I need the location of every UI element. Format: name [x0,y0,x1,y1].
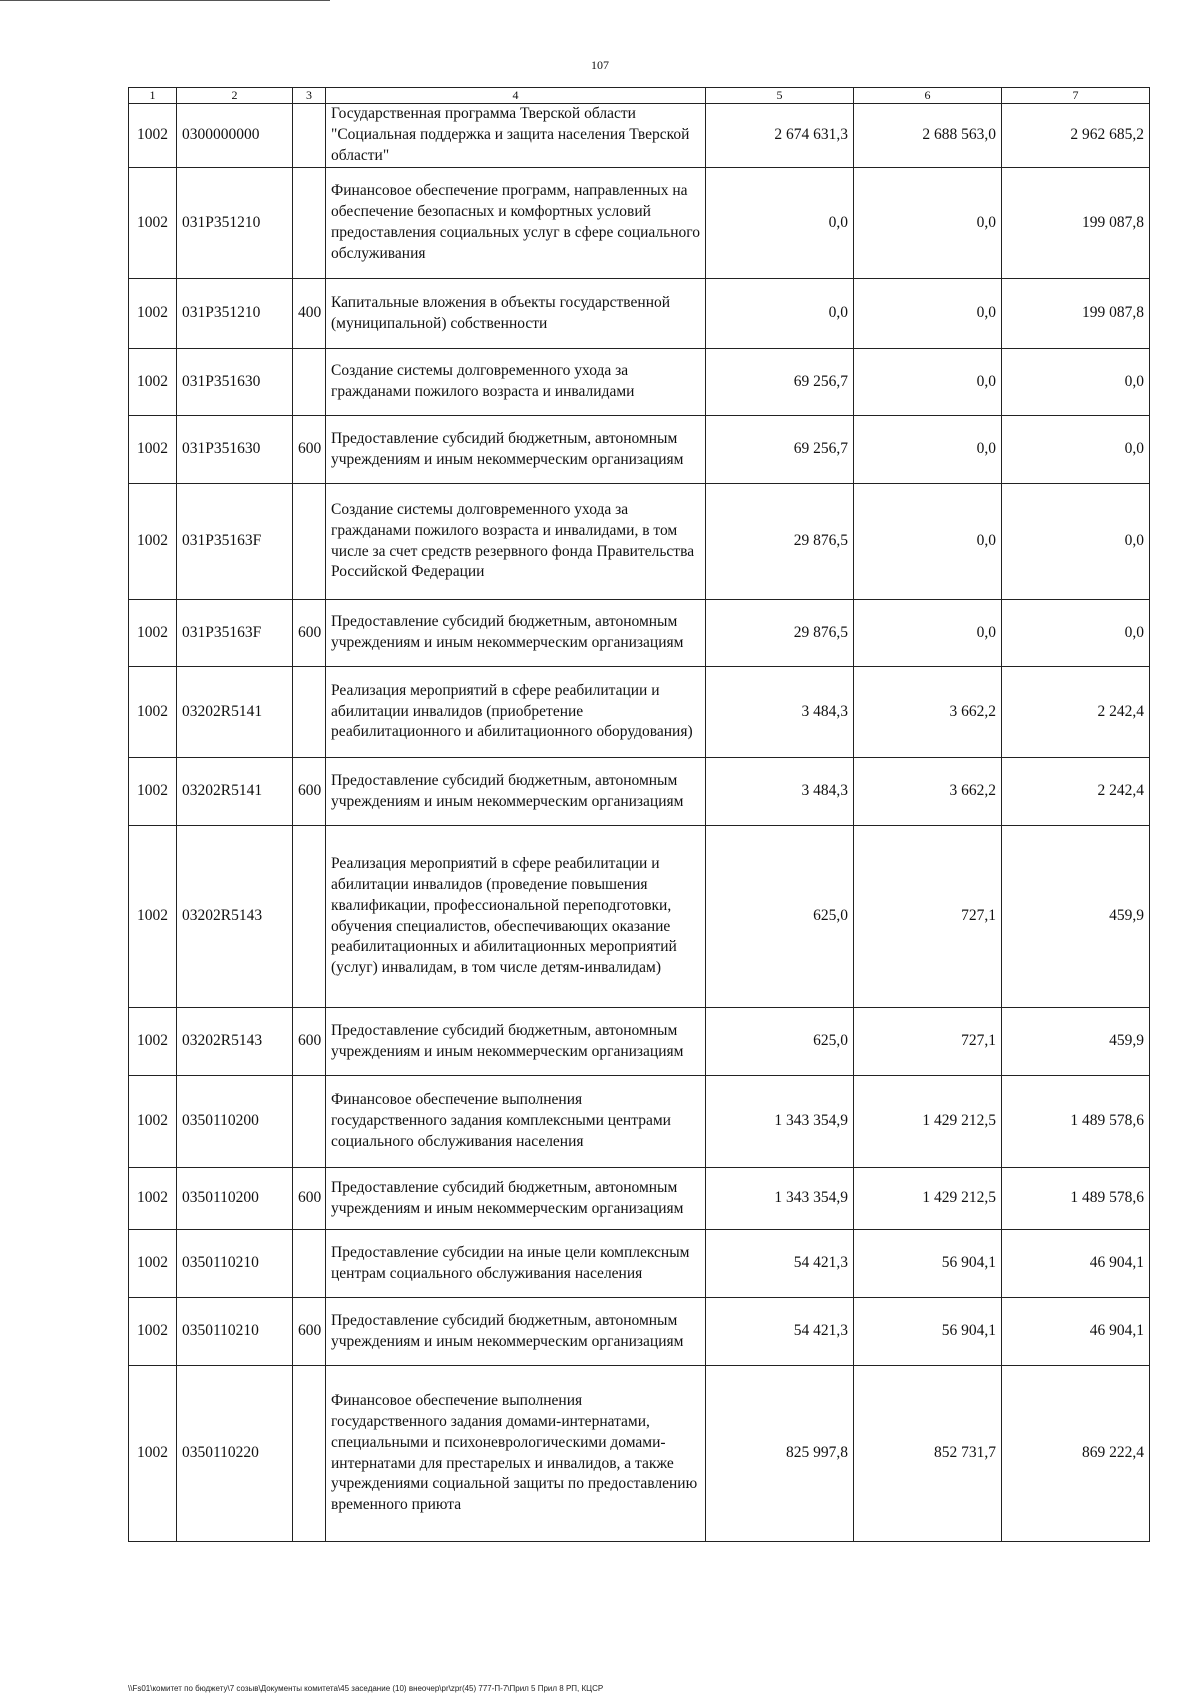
target-article-code-cell: 0300000000 [177,104,293,168]
section-code-cell: 1002 [129,1298,177,1366]
amount-cell-col5: 625,0 [706,1008,854,1076]
item-name-cell: Создание системы долговременного ухода за гражданами пожилого возраста и инвалидами [326,349,706,416]
amount-cell-col7: 0,0 [1002,416,1150,484]
amount-cell-col5: 69 256,7 [706,349,854,416]
page-number: 107 [591,58,609,72]
column-header: 2 [177,88,293,104]
table-row [129,279,1150,349]
amount-cell-col5: 29 876,5 [706,600,854,667]
item-name-cell: Предоставление субсидий бюджетным, автономным учреждениям и иным некоммерческим организациям [326,1168,706,1230]
target-article-code-cell: 0350110200 [177,1168,293,1230]
item-name-cell: Капитальные вложения в объекты государственной (муниципальной) собственности [326,279,706,349]
expense-type-code-cell: 400 [293,279,326,349]
amount-cell-col7: 46 904,1 [1002,1298,1150,1366]
expense-type-code-cell: 600 [293,1008,326,1076]
amount-cell-col7: 199 087,8 [1002,168,1150,279]
expense-type-code-cell: 600 [293,1298,326,1366]
amount-cell-col6: 727,1 [854,1008,1002,1076]
expense-type-code-cell [293,1230,326,1298]
expense-type-code-cell: 600 [293,600,326,667]
table-row [129,1366,1150,1542]
amount-cell-col6: 727,1 [854,826,1002,1008]
table-row [129,168,1150,279]
expense-type-code-cell [293,667,326,758]
item-name-cell: Реализация мероприятий в сфере реабилитации и абилитации инвалидов (проведение повышения квалификации, профессиональной переподготовки, обучения специалистов, обеспечивающих оказание реабилитационных и абилитационных мероприятий (услуг) инвалидам, в том числе детям-инвалидам) [326,826,706,1008]
amount-cell-col6: 852 731,7 [854,1366,1002,1542]
target-article-code-cell: 03202R5143 [177,826,293,1008]
section-code-cell: 1002 [129,484,177,600]
item-name-cell: Финансовое обеспечение выполнения государственного задания домами-интернатами, специальными и психоневрологическими домами-интернатами для престарелых и инвалидов, а также учреждениями социальной защиты по предоставлению временного приюта [326,1366,706,1542]
section-code-cell: 1002 [129,758,177,826]
expense-type-code-cell: 600 [293,758,326,826]
expense-type-code-cell: 600 [293,1168,326,1230]
amount-cell-col6: 0,0 [854,168,1002,279]
table-row [129,484,1150,600]
amount-cell-col7: 2 242,4 [1002,667,1150,758]
table-row [129,600,1150,667]
expense-type-code-cell [293,104,326,168]
item-name-cell: Финансовое обеспечение выполнения государственного задания комплексными центрами социального обслуживания населения [326,1076,706,1168]
item-name-cell: Предоставление субсидий бюджетным, автономным учреждениям и иным некоммерческим организациям [326,416,706,484]
amount-cell-col6: 56 904,1 [854,1298,1002,1366]
item-name-cell: Реализация мероприятий в сфере реабилитации и абилитации инвалидов (приобретение реабилитационного и абилитационного оборудования) [326,667,706,758]
amount-cell-col5: 29 876,5 [706,484,854,600]
item-name-cell: Предоставление субсидий бюджетным, автономным учреждениям и иным некоммерческим организациям [326,1008,706,1076]
section-code-cell: 1002 [129,349,177,416]
section-code-cell: 1002 [129,168,177,279]
amount-cell-col6: 3 662,2 [854,667,1002,758]
target-article-code-cell: 031P351210 [177,168,293,279]
expense-type-code-cell [293,826,326,1008]
amount-cell-col7: 0,0 [1002,600,1150,667]
table-body [129,104,1150,1542]
table-row [129,1168,1150,1230]
expense-type-code-cell [293,1366,326,1542]
amount-cell-col5: 69 256,7 [706,416,854,484]
section-code-cell: 1002 [129,826,177,1008]
target-article-code-cell: 031P351630 [177,416,293,484]
section-code-cell: 1002 [129,104,177,168]
table-row [129,1298,1150,1366]
column-header: 7 [1002,88,1150,104]
item-name-cell: Предоставление субсидий бюджетным, автономным учреждениям и иным некоммерческим организациям [326,1298,706,1366]
amount-cell-col7: 459,9 [1002,826,1150,1008]
section-code-cell: 1002 [129,600,177,667]
target-article-code-cell: 031P35163F [177,484,293,600]
amount-cell-col6: 3 662,2 [854,758,1002,826]
section-code-cell: 1002 [129,1076,177,1168]
amount-cell-col6: 0,0 [854,279,1002,349]
expense-type-code-cell [293,484,326,600]
amount-cell-col6: 0,0 [854,349,1002,416]
section-code-cell: 1002 [129,279,177,349]
expense-type-code-cell [293,349,326,416]
amount-cell-col5: 0,0 [706,279,854,349]
table-row [129,1230,1150,1298]
table-row [129,667,1150,758]
target-article-code-cell: 0350110210 [177,1298,293,1366]
item-name-cell: Финансовое обеспечение программ, направленных на обеспечение безопасных и комфортных условий предоставления социальных услуг в сфере социального обслуживания [326,168,706,279]
section-code-cell: 1002 [129,1366,177,1542]
column-header: 4 [326,88,706,104]
section-code-cell: 1002 [129,1008,177,1076]
amount-cell-col7: 0,0 [1002,484,1150,600]
amount-cell-col7: 199 087,8 [1002,279,1150,349]
target-article-code-cell: 031P351210 [177,279,293,349]
amount-cell-col5: 3 484,3 [706,667,854,758]
amount-cell-col6: 2 688 563,0 [854,104,1002,168]
column-header: 6 [854,88,1002,104]
expense-type-code-cell: 600 [293,416,326,484]
amount-cell-col5: 54 421,3 [706,1230,854,1298]
item-name-cell: Создание системы долговременного ухода за гражданами пожилого возраста и инвалидами, в том числе за счет средств резервного фонда Правительства Российской Федерации [326,484,706,600]
amount-cell-col7: 1 489 578,6 [1002,1168,1150,1230]
table-row [129,1008,1150,1076]
table-row [129,826,1150,1008]
target-article-code-cell: 03202R5143 [177,1008,293,1076]
item-name-cell: Предоставление субсидии на иные цели комплексным центрам социального обслуживания населения [326,1230,706,1298]
expense-type-code-cell [293,168,326,279]
amount-cell-col7: 2 242,4 [1002,758,1150,826]
amount-cell-col5: 1 343 354,9 [706,1076,854,1168]
amount-cell-col6: 0,0 [854,600,1002,667]
item-name-cell: Предоставление субсидий бюджетным, автономным учреждениям и иным некоммерческим организациям [326,758,706,826]
section-code-cell: 1002 [129,1168,177,1230]
column-header: 3 [293,88,326,104]
amount-cell-col5: 1 343 354,9 [706,1168,854,1230]
amount-cell-col5: 2 674 631,3 [706,104,854,168]
target-article-code-cell: 0350110210 [177,1230,293,1298]
footer-file-path: \\Fs01\комитет по бюджету\7 созыв\Документы комитета\45 заседание (10) внеочер\pr\zpr(45) 777-П-7\Прил 5 Прил 8 РП, КЦСР [128,1684,604,1693]
table-row [129,1076,1150,1168]
amount-cell-col7: 869 222,4 [1002,1366,1150,1542]
column-header: 5 [706,88,854,104]
target-article-code-cell: 031P35163F [177,600,293,667]
expense-type-code-cell [293,1076,326,1168]
amount-cell-col7: 0,0 [1002,349,1150,416]
item-name-cell: Государственная программа Тверской области "Социальная поддержка и защита населения Тверской области" [326,104,706,168]
amount-cell-col7: 1 489 578,6 [1002,1076,1150,1168]
budget-table [128,87,1150,1542]
column-header: 1 [129,88,177,104]
target-article-code-cell: 0350110220 [177,1366,293,1542]
section-code-cell: 1002 [129,416,177,484]
column-number-row [129,88,1150,104]
section-code-cell: 1002 [129,667,177,758]
amount-cell-col5: 625,0 [706,826,854,1008]
table-row [129,349,1150,416]
table-row [129,758,1150,826]
target-article-code-cell: 03202R5141 [177,667,293,758]
amount-cell-col5: 54 421,3 [706,1298,854,1366]
amount-cell-col6: 56 904,1 [854,1230,1002,1298]
target-article-code-cell: 031P351630 [177,349,293,416]
item-name-cell: Предоставление субсидий бюджетным, автономным учреждениям и иным некоммерческим организациям [326,600,706,667]
target-article-code-cell: 03202R5141 [177,758,293,826]
top-rule [0,0,330,1]
amount-cell-col5: 3 484,3 [706,758,854,826]
amount-cell-col6: 0,0 [854,416,1002,484]
amount-cell-col5: 825 997,8 [706,1366,854,1542]
section-code-cell: 1002 [129,1230,177,1298]
target-article-code-cell: 0350110200 [177,1076,293,1168]
amount-cell-col7: 46 904,1 [1002,1230,1150,1298]
amount-cell-col6: 0,0 [854,484,1002,600]
table-row [129,104,1150,168]
amount-cell-col6: 1 429 212,5 [854,1076,1002,1168]
amount-cell-col6: 1 429 212,5 [854,1168,1002,1230]
amount-cell-col5: 0,0 [706,168,854,279]
amount-cell-col7: 459,9 [1002,1008,1150,1076]
table-row [129,416,1150,484]
amount-cell-col7: 2 962 685,2 [1002,104,1150,168]
